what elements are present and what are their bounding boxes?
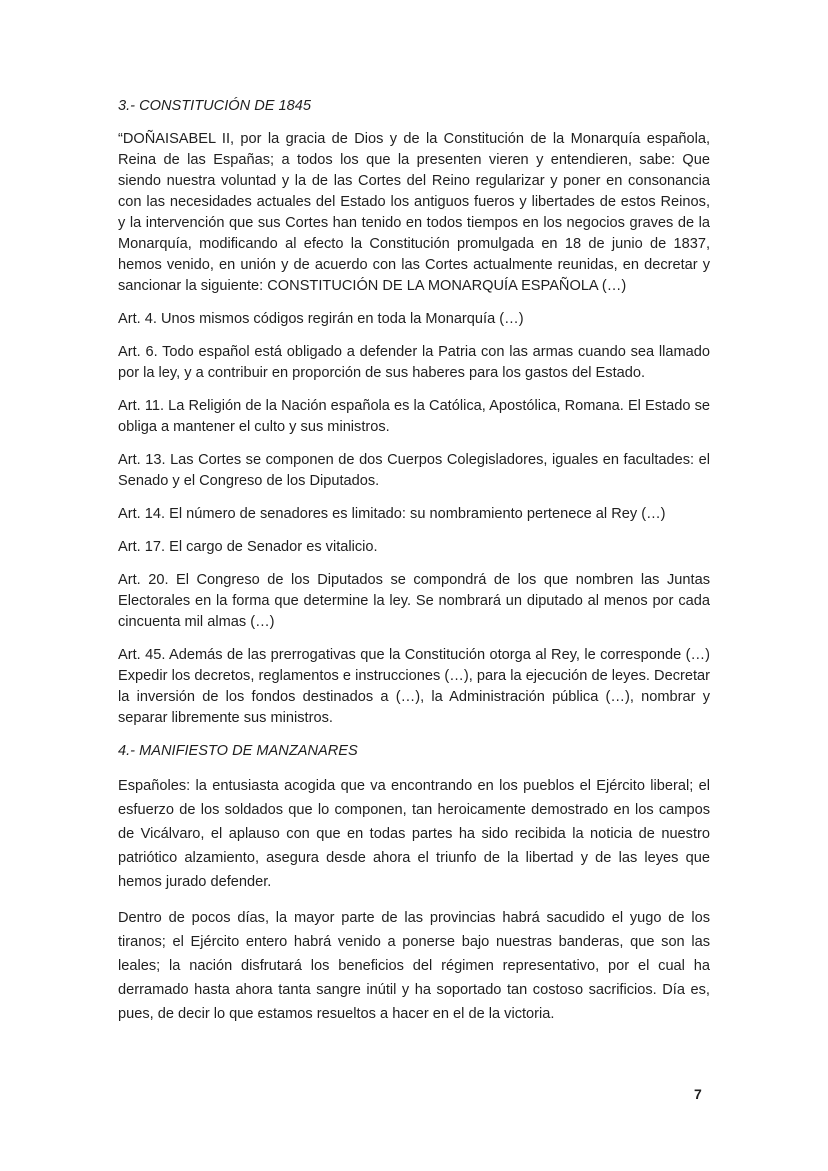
manifesto-paragraph-2: Dentro de pocos días, la mayor parte de las provincias habrá sacudido el yugo de los tiranos; el Ejército entero habrá venido a ponerse bajo nuestras banderas, que son las leales; la nación disfrutará los beneficios del régimen representativo, por el cual ha derramado hasta ahora tanta sangre inútil y ha soportado tan costoso sacrificios. Día es, pues, de decir lo que estamos resueltos a hacer en el de la victoria. <box>118 910 710 1022</box>
article-45: Art. 45. Además de las prerrogativas que la Constitución otorga al Rey, le corresponde (…) Expedir los decretos, reglamentos e instrucciones (…), para la ejecución de leyes. Decretar la inversión de los fondos destinados a (…), la Administración pública (…), nombrar y separar libremente sus ministros. <box>118 647 710 726</box>
article-20: Art. 20. El Congreso de los Diputados se compondrá de los que nombren las Juntas Electorales en la forma que determine la ley. Se nombrará un diputado al menos por cada cincuenta mil almas (…) <box>118 572 710 630</box>
article-4: Art. 4. Unos mismos códigos regirán en toda la Monarquía (…) <box>118 311 524 327</box>
article-11: Art. 11. La Religión de la Nación española es la Católica, Apostólica, Romana. El Estado se obliga a mantener el culto y sus ministros. <box>118 398 710 435</box>
manifesto-paragraph-1: Españoles: la entusiasta acogida que va encontrando en los pueblos el Ejército liberal; el esfuerzo de los soldados que lo componen, tan heroicamente demostrado en los campos de Vicálvaro, el aplauso con que en todas partes ha sido recibida la noticia de nuestro patriótico alzamiento, asegura desde ahora el triunfo de la libertad y de las leyes que hemos jurado defender. <box>118 778 710 890</box>
article-13: Art. 13. Las Cortes se componen de dos Cuerpos Colegisladores, iguales en facultades: el Senado y el Congreso de los Diputados. <box>118 452 710 489</box>
article-14: Art. 14. El número de senadores es limitado: su nombramiento pertenece al Rey (…) <box>118 506 666 522</box>
document-page <box>118 96 710 1038</box>
constitution-preamble: “DOÑAISABEL II, por la gracia de Dios y de la Constitución de la Monarquía española, Reina de las Españas; a todos los que la presenten vieren y entendieren, sabe: Que siendo nuestra voluntad y la de las Cortes del Reino regularizar y poner en consonancia con las necesidades actuales del Estado los antiguos fueros y libertades de estos Reinos, y la intervención que sus Cortes han tenido en todos tiempos en los negocios graves de la Monarquía, modificando al efecto la Constitución promulgada en 18 de junio de 1837, hemos venido, en unión y de acuerdo con las Cortes actualmente reunidas, en decretar y sancionar la siguiente: CONSTITUCIÓN DE LA MONARQUÍA ESPAÑOLA (…) <box>118 131 710 294</box>
section-4-heading: 4.- MANIFIESTO DE MANZANARES <box>118 743 358 759</box>
section-3-heading: 3.- CONSTITUCIÓN DE 1845 <box>118 98 312 114</box>
article-17: Art. 17. El cargo de Senador es vitalicio. <box>118 539 378 555</box>
article-6: Art. 6. Todo español está obligado a defender la Patria con las armas cuando sea llamado por la ley, y a contribuir en proporción de sus haberes para los gastos del Estado. <box>118 344 710 381</box>
page-number: 7 <box>694 1086 702 1102</box>
